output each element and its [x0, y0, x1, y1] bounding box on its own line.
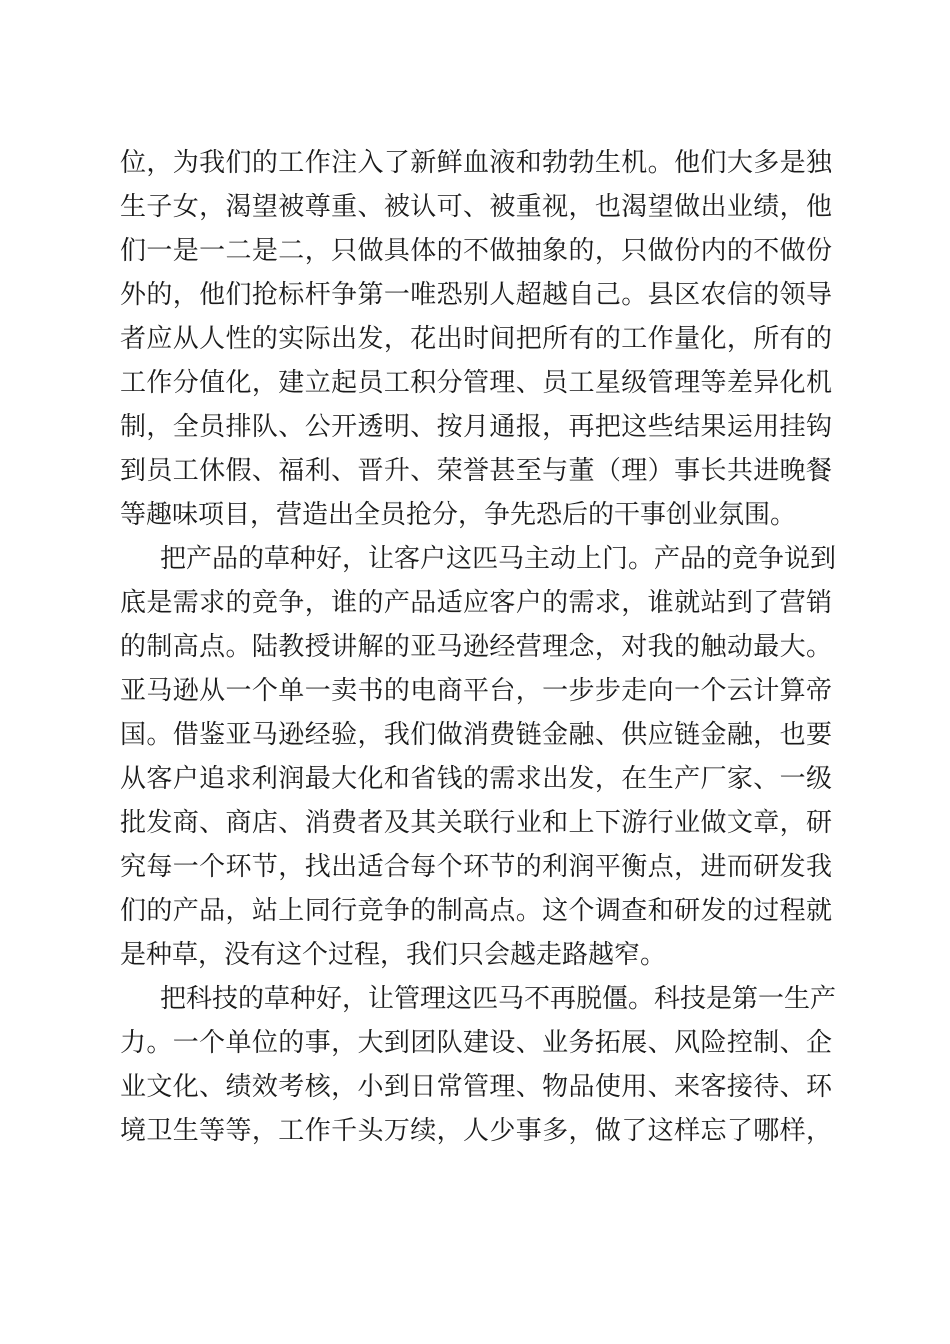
paragraph-1 — [120, 141, 832, 537]
document-body — [120, 141, 837, 1153]
paragraph-line: 位，为我们的工作注入了新鲜血液和勃勃生机。他们大多是独 — [120, 148, 832, 178]
paragraph-line: 的制高点。陆教授讲解的亚马逊经营理念，对我的触动最大。 — [120, 632, 832, 662]
paragraph-line: 是种草，没有这个过程，我们只会越走路越窄。 — [120, 940, 667, 970]
paragraph-line: 把产品的草种好，让客户这匹马主动上门。产品的竞争说到 — [160, 544, 837, 574]
paragraph-3 — [120, 977, 837, 1153]
paragraph-2 — [120, 537, 837, 977]
paragraph-line: 生子女，渴望被尊重、被认可、被重视，也渴望做出业绩，他 — [120, 192, 832, 222]
paragraph-line: 们一是一二是二，只做具体的不做抽象的，只做份内的不做份 — [120, 236, 832, 266]
paragraph-line: 境卫生等等，工作千头万续，人少事多，做了这样忘了哪样， — [120, 1116, 832, 1146]
paragraph-line: 亚马逊从一个单一卖书的电商平台，一步步走向一个云计算帝 — [120, 676, 832, 706]
paragraph-line: 制，全员排队、公开透明、按月通报，再把这些结果运用挂钩 — [120, 412, 832, 442]
paragraph-line: 业文化、绩效考核，小到日常管理、物品使用、来客接待、环 — [120, 1072, 832, 1102]
paragraph-line: 者应从人性的实际出发，花出时间把所有的工作量化，所有的 — [120, 324, 832, 354]
paragraph-line: 力。一个单位的事，大到团队建设、业务拓展、风险控制、企 — [120, 1028, 832, 1058]
paragraph-line: 究每一个环节，找出适合每个环节的利润平衡点，进而研发我 — [120, 852, 832, 882]
paragraph-line: 底是需求的竞争，谁的产品适应客户的需求，谁就站到了营销 — [120, 588, 832, 618]
paragraph-line: 国。借鉴亚马逊经验，我们做消费链金融、供应链金融，也要 — [120, 720, 832, 750]
paragraph-line: 把科技的草种好，让管理这匹马不再脱僵。科技是第一生产 — [160, 984, 837, 1014]
paragraph-line: 们的产品，站上同行竞争的制高点。这个调查和研发的过程就 — [120, 896, 832, 926]
paragraph-line: 等趣味项目，营造出全员抢分，争先恐后的干事创业氛围。 — [120, 500, 797, 530]
paragraph-line: 从客户追求利润最大化和省钱的需求出发，在生产厂家、一级 — [120, 764, 832, 794]
paragraph-line: 外的，他们抢标杆争第一唯恐别人超越自己。县区农信的领导 — [120, 280, 832, 310]
paragraph-line: 工作分值化，建立起员工积分管理、员工星级管理等差异化机 — [120, 368, 832, 398]
paragraph-line: 到员工休假、福利、晋升、荣誉甚至与董（理）事长共进晚餐 — [120, 456, 832, 486]
paragraph-line: 批发商、商店、消费者及其关联行业和上下游行业做文章，研 — [120, 808, 832, 838]
